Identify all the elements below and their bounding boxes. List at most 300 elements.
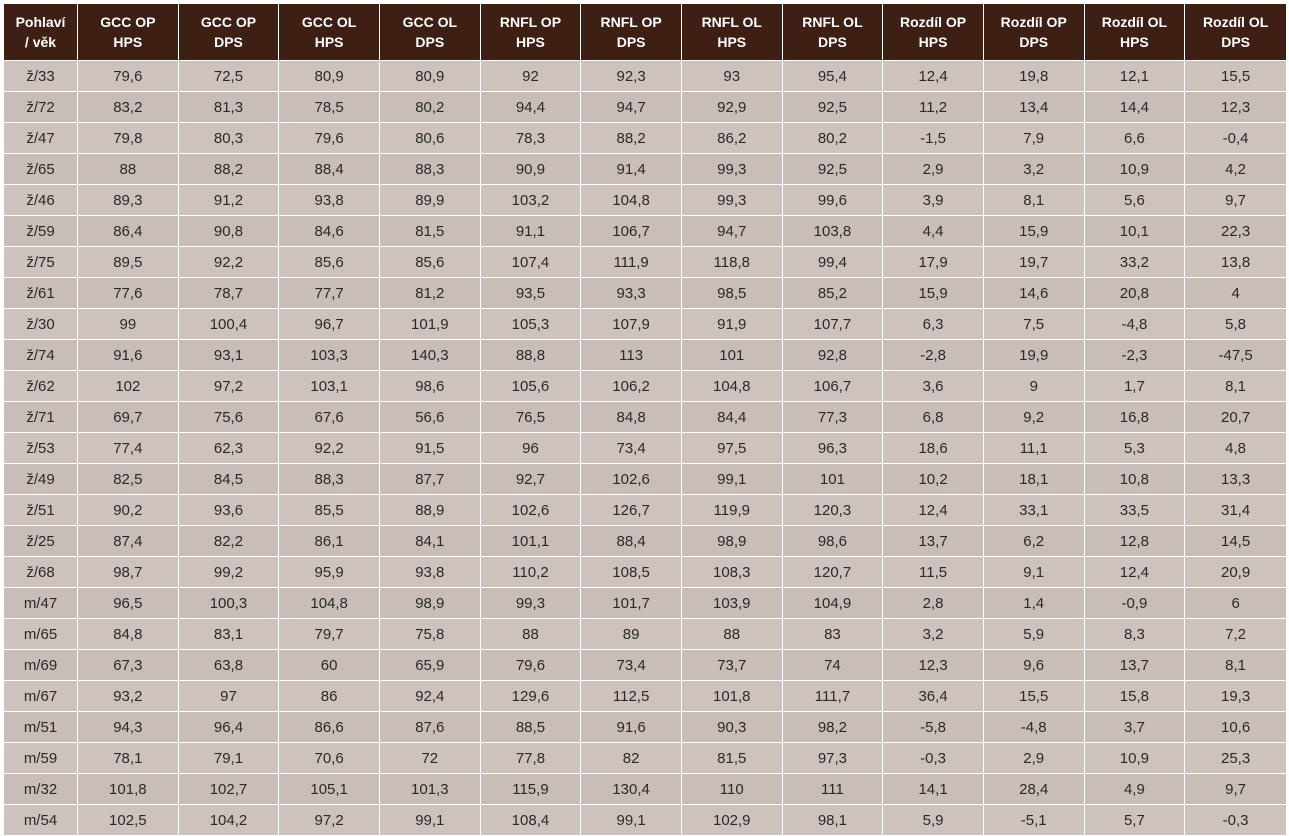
table-cell: 3,2 (883, 619, 984, 650)
table-cell: 72 (380, 743, 481, 774)
column-header-line: DPS (415, 34, 445, 50)
table-cell: 120,7 (783, 557, 884, 588)
row-label-cell: ž/75 (4, 247, 78, 278)
table-cell: 95,4 (783, 61, 884, 92)
row-label-cell: ž/72 (4, 92, 78, 123)
column-header (783, 4, 884, 61)
column-header-line: DPS (1221, 34, 1250, 50)
table-cell: 88,4 (581, 526, 682, 557)
table-cell: 105,1 (279, 774, 380, 805)
table-cell: 6,6 (1085, 123, 1186, 154)
column-header-line: RNFL OP (499, 14, 562, 30)
table-row (4, 216, 1286, 247)
table-cell: 93,8 (380, 557, 481, 588)
table-cell: 126,7 (581, 495, 682, 526)
table-cell: -2,8 (883, 340, 984, 371)
table-cell: 17,9 (883, 247, 984, 278)
table-cell: 101,8 (682, 681, 783, 712)
column-header-line: GCC OP (100, 14, 156, 30)
table-cell: 92 (481, 61, 582, 92)
table-cell: 108,4 (481, 805, 582, 836)
table-cell: 80,2 (783, 123, 884, 154)
table-cell: 7,2 (1185, 619, 1286, 650)
column-header (883, 4, 984, 61)
table-cell: 81,5 (682, 743, 783, 774)
table-cell: 79,8 (78, 123, 179, 154)
table-cell: 3,9 (883, 185, 984, 216)
table-cell: 33,2 (1085, 247, 1186, 278)
table-cell: 101,3 (380, 774, 481, 805)
table-cell: 96,5 (78, 588, 179, 619)
table-cell: 62,3 (179, 433, 280, 464)
table-cell: 111,7 (783, 681, 884, 712)
table-cell: 104,8 (581, 185, 682, 216)
row-label-cell: ž/62 (4, 371, 78, 402)
table-cell: 92,9 (682, 92, 783, 123)
table-cell: 102,9 (682, 805, 783, 836)
table-row (4, 588, 1286, 619)
row-label-cell: m/47 (4, 588, 78, 619)
table-cell: 84,8 (581, 402, 682, 433)
table-cell: 89 (581, 619, 682, 650)
table-cell: 75,8 (380, 619, 481, 650)
table-cell: 4,4 (883, 216, 984, 247)
table-cell: 18,1 (984, 464, 1085, 495)
table-cell: 92,7 (481, 464, 582, 495)
column-header-line: HPS (314, 34, 344, 50)
table-cell: 12,4 (883, 61, 984, 92)
table-cell: 77,8 (481, 743, 582, 774)
table-cell: 70,6 (279, 743, 380, 774)
table-cell: 2,9 (883, 154, 984, 185)
table-cell: 107,4 (481, 247, 582, 278)
column-header-line: HPS (113, 34, 143, 50)
table-cell: 93,8 (279, 185, 380, 216)
table-cell: 15,5 (984, 681, 1085, 712)
table-cell: 92,2 (179, 247, 280, 278)
table-cell: 84,8 (78, 619, 179, 650)
table-cell: 5,9 (984, 619, 1085, 650)
table-cell: 10,8 (1085, 464, 1186, 495)
column-header (581, 4, 682, 61)
table-cell: 85,2 (783, 278, 884, 309)
table-cell: 80,6 (380, 123, 481, 154)
table-cell: 82,5 (78, 464, 179, 495)
table-row (4, 123, 1286, 154)
table-row (4, 712, 1286, 743)
table-cell: 83,1 (179, 619, 280, 650)
table-cell: 98,2 (783, 712, 884, 743)
table-cell: 107,7 (783, 309, 884, 340)
table-cell: 15,9 (984, 216, 1085, 247)
table-row (4, 526, 1286, 557)
table-cell: 92,2 (279, 433, 380, 464)
table-cell: 104,8 (682, 371, 783, 402)
table-cell: 19,3 (1185, 681, 1286, 712)
table-cell: 94,7 (581, 92, 682, 123)
table-cell: 3,6 (883, 371, 984, 402)
table-row (4, 681, 1286, 712)
table-cell: 77,4 (78, 433, 179, 464)
table-cell: -0,4 (1185, 123, 1286, 154)
table-header-row (4, 4, 1286, 61)
table-cell: 73,4 (581, 433, 682, 464)
table-cell: -0,3 (883, 743, 984, 774)
table-cell: 93,1 (179, 340, 280, 371)
row-label-cell: m/59 (4, 743, 78, 774)
table-cell: 105,3 (481, 309, 582, 340)
row-label-cell: ž/59 (4, 216, 78, 247)
table-cell: 90,2 (78, 495, 179, 526)
column-header (179, 4, 280, 61)
table-cell: -0,9 (1085, 588, 1186, 619)
table-cell: 97,2 (279, 805, 380, 836)
table-cell: 100,4 (179, 309, 280, 340)
table-cell: 91,9 (682, 309, 783, 340)
row-label-cell: m/65 (4, 619, 78, 650)
table-cell: 82,2 (179, 526, 280, 557)
table-cell: -2,3 (1085, 340, 1186, 371)
table-row (4, 743, 1286, 774)
table-cell: 101,9 (380, 309, 481, 340)
table-cell: 8,1 (1185, 650, 1286, 681)
table-cell: 86,6 (279, 712, 380, 743)
table-cell: 130,4 (581, 774, 682, 805)
table-row (4, 774, 1286, 805)
table-cell: 88,5 (481, 712, 582, 743)
row-label-cell: ž/51 (4, 495, 78, 526)
table-cell: 101 (783, 464, 884, 495)
table-cell: 11,1 (984, 433, 1085, 464)
table-cell: 88,3 (380, 154, 481, 185)
table-cell: 99,6 (783, 185, 884, 216)
table-cell: 10,2 (883, 464, 984, 495)
table-cell: 91,6 (581, 712, 682, 743)
column-header (1185, 4, 1286, 61)
table-row (4, 433, 1286, 464)
row-label-cell: ž/65 (4, 154, 78, 185)
table-cell: 4,8 (1185, 433, 1286, 464)
table-cell: 6,2 (984, 526, 1085, 557)
table-cell: -47,5 (1185, 340, 1286, 371)
table-cell: 88,8 (481, 340, 582, 371)
table-cell: 56,6 (380, 402, 481, 433)
table-cell: 77,7 (279, 278, 380, 309)
table-cell: 90,8 (179, 216, 280, 247)
table-cell: 2,8 (883, 588, 984, 619)
table-cell: 19,8 (984, 61, 1085, 92)
table-cell: 79,1 (179, 743, 280, 774)
table-cell: 77,3 (783, 402, 884, 433)
row-label-cell: ž/49 (4, 464, 78, 495)
column-header-line: GCC OP (200, 14, 257, 30)
table-cell: 85,5 (279, 495, 380, 526)
column-header-line: GCC OL (402, 14, 458, 30)
table-cell: 79,7 (279, 619, 380, 650)
table-cell: 1,7 (1085, 371, 1186, 402)
table-cell: 91,6 (78, 340, 179, 371)
table-cell: 93,3 (581, 278, 682, 309)
table-cell: 78,1 (78, 743, 179, 774)
table-cell: 1,4 (984, 588, 1085, 619)
table-cell: 79,6 (279, 123, 380, 154)
table-cell: 96,4 (179, 712, 280, 743)
column-header (78, 4, 179, 61)
table-cell: 12,4 (1085, 557, 1186, 588)
row-label-cell: ž/61 (4, 278, 78, 309)
table-cell: 18,6 (883, 433, 984, 464)
table-cell: 81,5 (380, 216, 481, 247)
table-cell: 99,3 (682, 185, 783, 216)
column-header-line: RNFL OL (802, 14, 863, 30)
table-cell: 15,5 (1185, 61, 1286, 92)
table-cell: 78,3 (481, 123, 582, 154)
table-cell: 4,9 (1085, 774, 1186, 805)
table-cell: 79,6 (78, 61, 179, 92)
table-cell: 91,4 (581, 154, 682, 185)
column-header (279, 4, 380, 61)
table-cell: 104,8 (279, 588, 380, 619)
table-cell: 20,7 (1185, 402, 1286, 433)
table-cell: 96,7 (279, 309, 380, 340)
table-cell: 3,7 (1085, 712, 1186, 743)
table-row (4, 619, 1286, 650)
table-cell: 101,7 (581, 588, 682, 619)
table-cell: 31,4 (1185, 495, 1286, 526)
table-cell: 82 (581, 743, 682, 774)
table-cell: 10,9 (1085, 154, 1186, 185)
data-table-container (4, 4, 1286, 836)
table-cell: 78,5 (279, 92, 380, 123)
table-cell: 94,4 (481, 92, 582, 123)
table-cell: 80,2 (380, 92, 481, 123)
table-cell: 101 (682, 340, 783, 371)
table-cell: 106,7 (581, 216, 682, 247)
table-cell: 97,5 (682, 433, 783, 464)
table-cell: 120,3 (783, 495, 884, 526)
table-cell: 73,4 (581, 650, 682, 681)
table-cell: 98,6 (380, 371, 481, 402)
table-cell: 98,9 (380, 588, 481, 619)
table-cell: 4,2 (1185, 154, 1286, 185)
table-cell: 88 (481, 619, 582, 650)
table-row (4, 402, 1286, 433)
table-cell: 103,8 (783, 216, 884, 247)
table-cell: 8,3 (1085, 619, 1186, 650)
table-cell: -5,8 (883, 712, 984, 743)
table-cell: 102,7 (179, 774, 280, 805)
table-cell: 94,7 (682, 216, 783, 247)
table-cell: 102,5 (78, 805, 179, 836)
table-cell: 92,4 (380, 681, 481, 712)
table-cell: 7,5 (984, 309, 1085, 340)
table-cell: 9,2 (984, 402, 1085, 433)
row-label-cell: ž/25 (4, 526, 78, 557)
table-cell: 105,6 (481, 371, 582, 402)
table-row (4, 650, 1286, 681)
table-cell: 78,7 (179, 278, 280, 309)
table-cell: 69,7 (78, 402, 179, 433)
table-cell: 101,1 (481, 526, 582, 557)
table-cell: 87,7 (380, 464, 481, 495)
table-row (4, 309, 1286, 340)
column-header-line: RNFL OP (600, 14, 662, 30)
table-cell: 119,9 (682, 495, 783, 526)
table-cell: 90,3 (682, 712, 783, 743)
table-cell: 20,8 (1085, 278, 1186, 309)
table-cell: 103,1 (279, 371, 380, 402)
table-cell: 81,2 (380, 278, 481, 309)
table-cell: 65,9 (380, 650, 481, 681)
column-header (1085, 4, 1186, 61)
table-cell: 36,4 (883, 681, 984, 712)
table-cell: 67,3 (78, 650, 179, 681)
table-cell: 19,9 (984, 340, 1085, 371)
column-header-line: RNFL OL (701, 14, 762, 30)
table-cell: 99,4 (783, 247, 884, 278)
table-cell: 85,6 (380, 247, 481, 278)
table-cell: 84,4 (682, 402, 783, 433)
row-label-cell: ž/47 (4, 123, 78, 154)
table-cell: 4 (1185, 278, 1286, 309)
table-row (4, 464, 1286, 495)
table-cell: 33,5 (1085, 495, 1186, 526)
table-cell: 9,1 (984, 557, 1085, 588)
table-cell: 76,5 (481, 402, 582, 433)
table-cell: 110 (682, 774, 783, 805)
row-label-cell: ž/53 (4, 433, 78, 464)
table-cell: 8,1 (984, 185, 1085, 216)
table-cell: 97,2 (179, 371, 280, 402)
table-cell: 98,7 (78, 557, 179, 588)
table-cell: 10,1 (1085, 216, 1186, 247)
table-cell: 97 (179, 681, 280, 712)
table-cell: 87,6 (380, 712, 481, 743)
table-cell: 106,2 (581, 371, 682, 402)
row-label-cell: ž/46 (4, 185, 78, 216)
row-label-cell: m/54 (4, 805, 78, 836)
row-label-cell: m/32 (4, 774, 78, 805)
table-row (4, 495, 1286, 526)
table-cell: 92,8 (783, 340, 884, 371)
table-cell: 13,7 (883, 526, 984, 557)
table-cell: 33,1 (984, 495, 1085, 526)
table-cell: 101,8 (78, 774, 179, 805)
table-cell: 98,1 (783, 805, 884, 836)
table-cell: 129,6 (481, 681, 582, 712)
table-cell: 5,7 (1085, 805, 1186, 836)
table-cell: 13,4 (984, 92, 1085, 123)
table-cell: 60 (279, 650, 380, 681)
table-cell: 15,9 (883, 278, 984, 309)
table-cell: 90,9 (481, 154, 582, 185)
table-row (4, 185, 1286, 216)
table-cell: 79,6 (481, 650, 582, 681)
table-cell: 84,1 (380, 526, 481, 557)
table-cell: 12,1 (1085, 61, 1186, 92)
column-header-line: Rozdíl OL (1101, 14, 1168, 30)
column-header-line: DPS (214, 34, 243, 50)
table-cell: 85,6 (279, 247, 380, 278)
table-cell: 88,9 (380, 495, 481, 526)
table-cell: 86,4 (78, 216, 179, 247)
table-cell: 112,5 (581, 681, 682, 712)
column-header-line: HPS (717, 34, 747, 50)
column-header-line: Rozdíl OP (1000, 14, 1067, 30)
table-cell: 25,3 (1185, 743, 1286, 774)
table-cell: 9,7 (1185, 185, 1286, 216)
table-cell: 80,9 (380, 61, 481, 92)
row-label-cell: ž/68 (4, 557, 78, 588)
table-cell: 80,3 (179, 123, 280, 154)
row-label-cell: m/51 (4, 712, 78, 743)
table-row (4, 371, 1286, 402)
table-cell: 20,9 (1185, 557, 1286, 588)
table-cell: 99,1 (380, 805, 481, 836)
table-cell: 89,9 (380, 185, 481, 216)
table-cell: 15,8 (1085, 681, 1186, 712)
table-cell: -0,3 (1185, 805, 1286, 836)
table-cell: 93,6 (179, 495, 280, 526)
column-header (380, 4, 481, 61)
table-cell: 93,5 (481, 278, 582, 309)
table-cell: 140,3 (380, 340, 481, 371)
row-label-cell: m/69 (4, 650, 78, 681)
table-cell: 86 (279, 681, 380, 712)
table-cell: 87,4 (78, 526, 179, 557)
table-cell: 80,9 (279, 61, 380, 92)
column-header (481, 4, 582, 61)
table-cell: 63,8 (179, 650, 280, 681)
table-cell: 88 (682, 619, 783, 650)
column-header-line: GCC OL (301, 14, 357, 30)
table-cell: 72,5 (179, 61, 280, 92)
row-label-cell: ž/30 (4, 309, 78, 340)
table-cell: 12,3 (1185, 92, 1286, 123)
table-cell: 91,5 (380, 433, 481, 464)
table-cell: 89,5 (78, 247, 179, 278)
table-cell: -4,8 (984, 712, 1085, 743)
table-cell: 13,3 (1185, 464, 1286, 495)
table-cell: 3,2 (984, 154, 1085, 185)
table-cell: 99,3 (481, 588, 582, 619)
table-cell: 28,4 (984, 774, 1085, 805)
table-cell: 93 (682, 61, 783, 92)
table-cell: 88,2 (179, 154, 280, 185)
column-header-line: / věk (24, 34, 57, 50)
table-cell: 103,2 (481, 185, 582, 216)
table-cell: 102 (78, 371, 179, 402)
table-cell: 13,7 (1085, 650, 1186, 681)
table-cell: 91,2 (179, 185, 280, 216)
table-cell: 91,1 (481, 216, 582, 247)
table-cell: 96,3 (783, 433, 884, 464)
table-cell: 73,7 (682, 650, 783, 681)
table-cell: 83,2 (78, 92, 179, 123)
table-cell: 84,5 (179, 464, 280, 495)
table-cell: 14,4 (1085, 92, 1186, 123)
column-header (4, 4, 78, 61)
table-cell: 95,9 (279, 557, 380, 588)
table-cell: 99,3 (682, 154, 783, 185)
table-cell: -4,8 (1085, 309, 1186, 340)
table-row (4, 805, 1286, 836)
table-cell: 98,6 (783, 526, 884, 557)
table-cell: 113 (581, 340, 682, 371)
table-row (4, 154, 1286, 185)
table-cell: 102,6 (581, 464, 682, 495)
table-row (4, 247, 1286, 278)
